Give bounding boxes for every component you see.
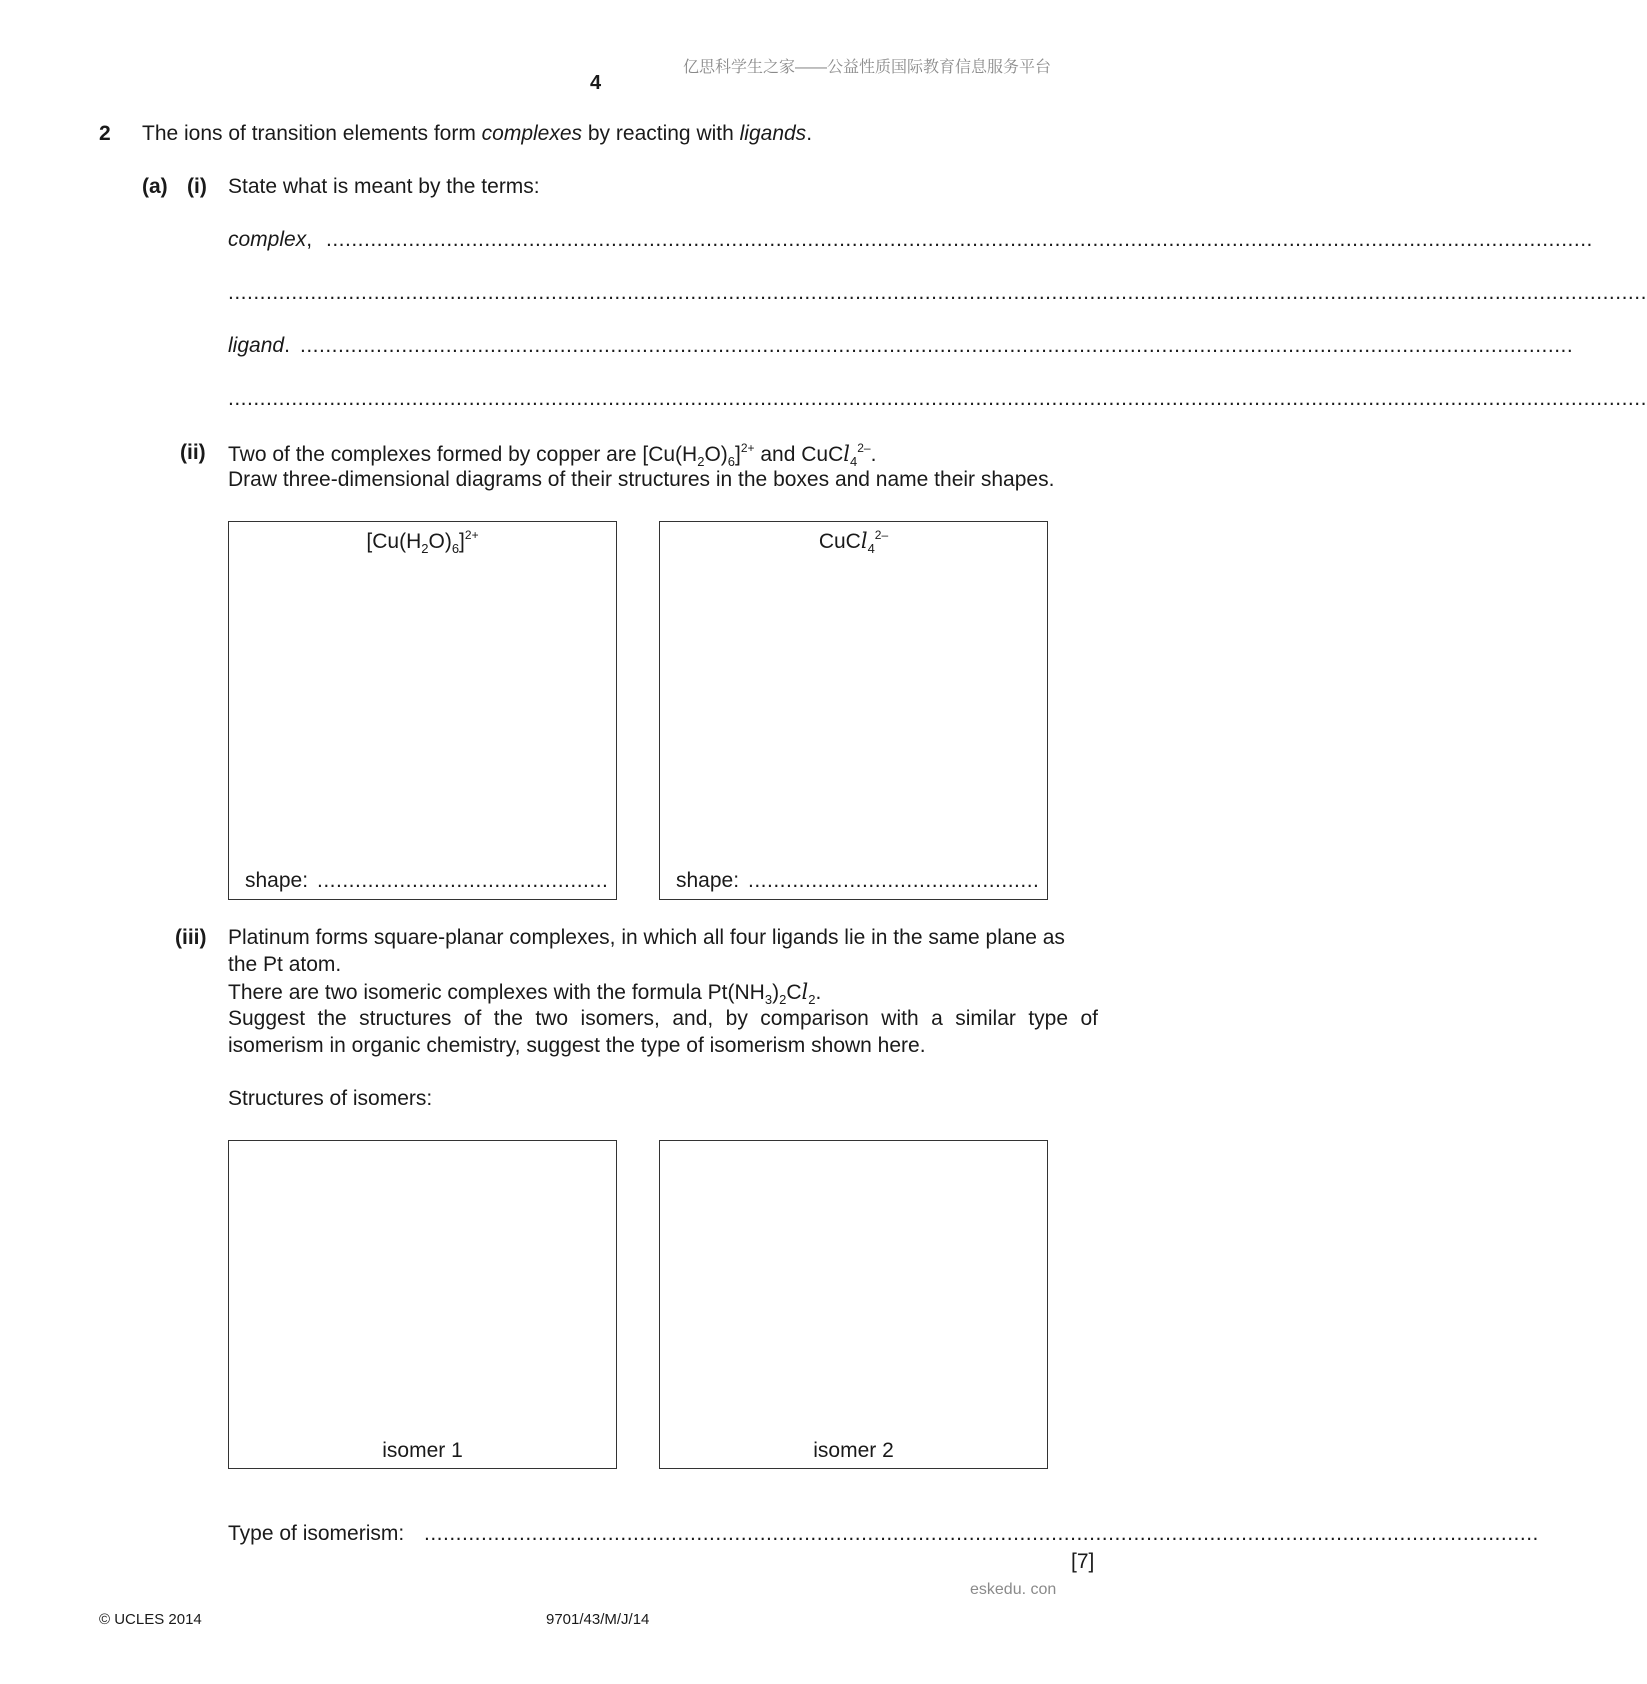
box1-shape-answer[interactable]: .............................................. (317, 869, 609, 892)
box2-title-a: CuC (818, 530, 861, 553)
box2-shape-label: shape: (676, 869, 740, 892)
complex-answer-line-1[interactable]: ........................................................................................................................................................................................................ (326, 228, 1593, 251)
paper-code: 9701/43/M/J/14 (546, 1611, 650, 1628)
iii-text-b: ) (772, 981, 780, 1004)
intro-text-c: . (806, 122, 813, 145)
box2-shape-answer[interactable]: .............................................. (748, 869, 1040, 892)
question-intro (142, 122, 812, 146)
box1-title (229, 528, 616, 556)
box2-title-sub: 4 (867, 541, 875, 556)
iii-text-a: There are two isomeric complexes with the formula Pt(NH (228, 981, 765, 1004)
ii-sup-1: 2+ (740, 441, 755, 455)
iii-sub-2: 2 (779, 992, 787, 1007)
box1-title-sup: 2+ (464, 528, 479, 542)
ii-text-a: Two of the complexes formed by copper are [Cu(H (228, 443, 698, 466)
copyright: © UCLES 2014 (99, 1611, 202, 1628)
term-complex: complex (228, 228, 307, 251)
complex-term-label (228, 228, 312, 252)
iii-text-d: . (815, 981, 822, 1004)
ii-text-b: O) (704, 443, 728, 466)
box1-title-c: ] (459, 530, 465, 553)
part-a-label: (a) (142, 175, 168, 198)
isomer-2-box[interactable] (659, 1140, 1048, 1469)
ii-sub-1: 2 (697, 454, 705, 469)
part-a-iii-line4: Suggest the structures of the two isomers, and, by comparison with a similar type of (228, 1007, 1098, 1030)
part-a-ii-line2: Draw three-dimensional diagrams of their structures in the boxes and name their shapes. (228, 468, 1055, 491)
isomer-2-label: isomer 2 (813, 1439, 894, 1462)
ii-sub-3: 4 (849, 454, 858, 469)
part-a-iii-line5: isomerism in organic chemistry, suggest the type of isomerism shown here. (228, 1034, 926, 1057)
isomer-1-label: isomer 1 (382, 1439, 463, 1462)
box2-title (660, 528, 1047, 556)
drawing-box-cu-h2o[interactable] (228, 521, 617, 900)
box1-shape-label: shape: (245, 869, 309, 892)
term-complex-punct: , (306, 228, 313, 251)
ligand-term-label (228, 334, 290, 358)
ii-text-d: and CuC (754, 443, 844, 466)
part-a-iii-line2: the Pt atom. (228, 953, 342, 976)
part-a-ii-line1 (228, 441, 876, 469)
ligand-answer-line-2[interactable]: ................................................................................................................................................................................................................................ (228, 387, 1647, 410)
iii-sub-1: 3 (764, 992, 773, 1007)
intro-complexes: complexes (481, 122, 583, 145)
box1-title-sub1: 2 (421, 541, 429, 556)
ii-ell: l (843, 442, 850, 466)
iii-text-c: C (786, 981, 802, 1004)
structures-label: Structures of isomers: (228, 1087, 433, 1110)
box1-title-b: O) (428, 530, 452, 553)
box1-title-sub2: 6 (451, 541, 460, 556)
watermark-bottom: eskedu. con (970, 1581, 1057, 1598)
watermark-top: 亿思科学生之家——公益性质国际教育信息服务平台 (683, 59, 1052, 76)
part-a-iii-line1: Platinum forms square-planar complexes, in which all four ligands lie in the same plane as (228, 926, 1065, 949)
page-number: 4 (590, 72, 602, 94)
ii-text-e: . (870, 443, 877, 466)
isomerism-type-answer[interactable]: ................................................................................................................................................................................ (424, 1522, 1539, 1545)
part-a-i-prompt: State what is meant by the terms: (228, 175, 540, 198)
part-a-ii-label: (ii) (180, 441, 206, 464)
term-ligand: ligand (228, 334, 285, 357)
part-a-iii-line3 (228, 980, 821, 1007)
iii-sub-3: 2 (808, 992, 816, 1007)
box1-title-a: [Cu(H (366, 530, 422, 553)
intro-text-a: The ions of transition elements form (142, 122, 482, 145)
drawing-box-cucl4[interactable] (659, 521, 1048, 900)
intro-text-b: by reacting with (582, 122, 740, 145)
isomer-1-box[interactable] (228, 1140, 617, 1469)
marks-total: [7] (1071, 1550, 1095, 1573)
term-ligand-punct: . (284, 334, 290, 357)
box2-title-ell: l (860, 529, 868, 553)
part-a-i-label: (i) (187, 175, 207, 198)
intro-ligands: ligands (739, 122, 807, 145)
ii-text-c: ] (735, 443, 741, 466)
ii-sub-2: 6 (727, 454, 736, 469)
isomerism-type-label: Type of isomerism: (228, 1522, 405, 1545)
question-number: 2 (99, 122, 111, 145)
part-a-iii-label: (iii) (175, 926, 207, 949)
ii-sup-2: 2– (857, 441, 871, 455)
iii-ell: l (801, 980, 809, 1004)
complex-answer-line-2[interactable]: ................................................................................................................................................................................................................................ (228, 281, 1647, 304)
ligand-answer-line-1[interactable]: ......................................................................................................................................................................................................... (300, 334, 1574, 357)
box2-title-sup: 2– (874, 528, 889, 542)
